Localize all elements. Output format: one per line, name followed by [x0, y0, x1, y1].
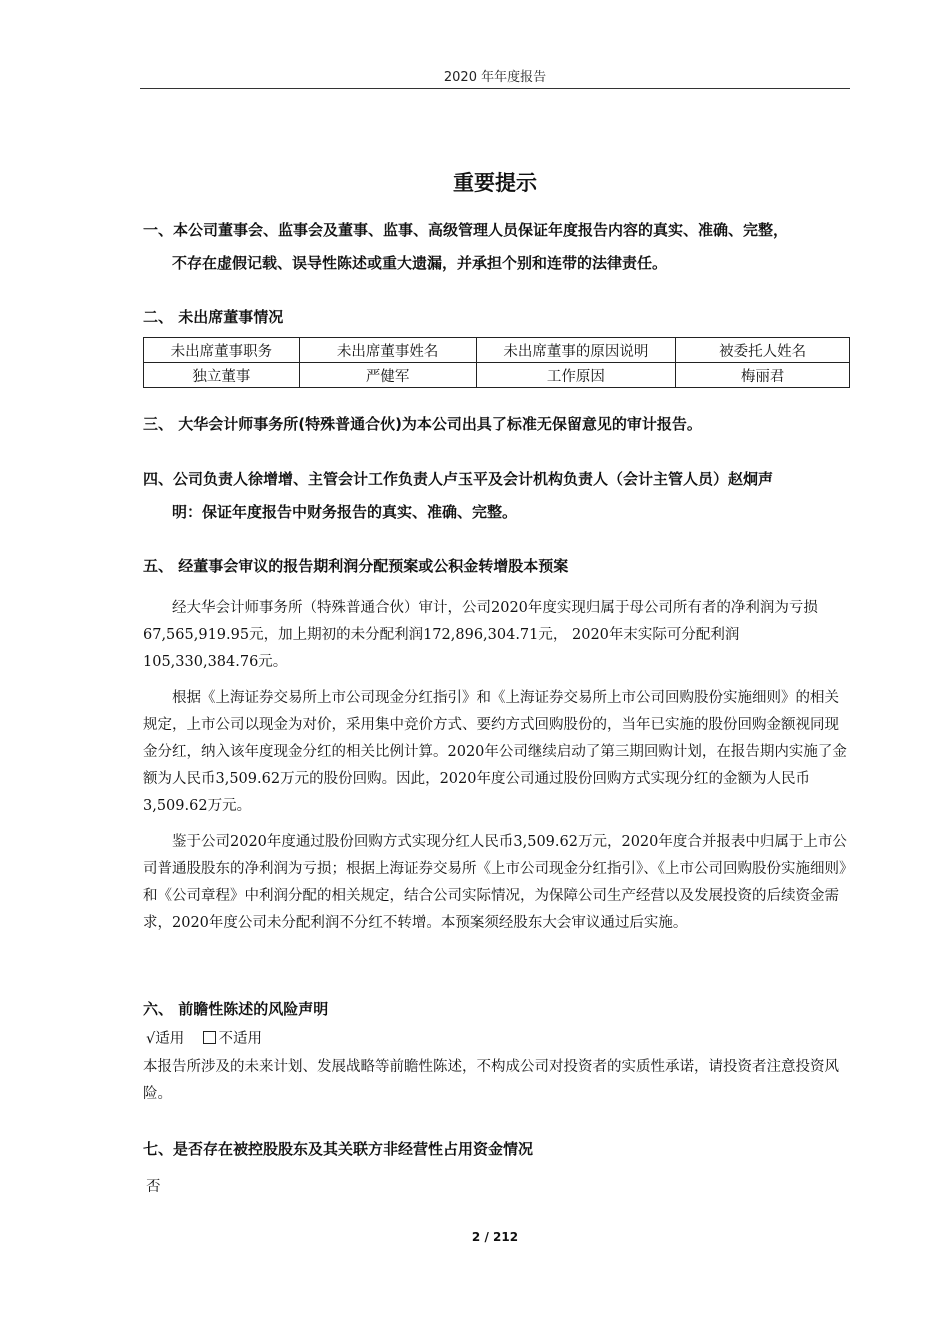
table-header-cell: 未出席董事姓名 — [299, 338, 476, 363]
section-6-text: 本报告所涉及的未来计划、发展战略等前瞻性陈述，不构成公司对投资者的实质性承诺，请投资者注意投资风险。 — [143, 1059, 839, 1102]
section-7-heading: 七、是否存在被控股股东及其关联方非经营性占用资金情况 — [143, 1140, 534, 1158]
page-title: 重要提示 — [453, 171, 537, 195]
section-6-heading: 六、 前瞻性陈述的风险声明 — [143, 1000, 329, 1018]
table-cell: 独立董事 — [144, 363, 300, 388]
table-row — [144, 363, 850, 388]
empty-checkbox-icon — [203, 1031, 216, 1044]
table-header-row — [144, 338, 850, 363]
section-5-heading: 五、 经董事会审议的报告期利润分配预案或公积金转增股本预案 — [143, 557, 569, 575]
section-4-line-1: 四、公司负责人徐增增、主管会计工作负责人卢玉平及会计机构负责人（会计主管人员）赵炯声 — [143, 470, 774, 488]
section-1-line-2: 不存在虚假记载、误导性陈述或重大遗漏，并承担个别和连带的法律责任。 — [172, 254, 668, 272]
report-header-title: 2020 年年度报告 — [443, 70, 547, 85]
header-divider — [140, 88, 850, 89]
section-3-text: 三、 大华会计师事务所(特殊普通合伙)为本公司出具了标准无保留意见的审计报告。 — [143, 415, 702, 433]
table-header-cell: 被委托人姓名 — [676, 338, 850, 363]
applicability-options — [146, 1026, 262, 1053]
table-header-cell: 未出席董事职务 — [144, 338, 300, 363]
section-4-line-2: 明：保证年度报告中财务报告的真实、准确、完整。 — [172, 503, 518, 521]
checkmark-icon: √ — [146, 1031, 156, 1047]
section-5-paragraph-1: 经大华会计师事务所（特殊普通合伙）审计，公司2020年度实现归属于母公司所有者的净利润为亏损67,565,919.95元，加上期初的未分配利润172,896,304.71元， 2020年末实际可分配利润105,330,384.76元。 — [143, 600, 818, 670]
section-7-answer: 否 — [146, 1179, 161, 1195]
table-cell: 梅丽君 — [676, 363, 850, 388]
table-cell: 工作原因 — [476, 363, 676, 388]
table-cell: 严健军 — [299, 363, 476, 388]
absent-directors-table — [143, 337, 850, 388]
table-header-cell: 未出席董事的原因说明 — [476, 338, 676, 363]
section-2-heading: 二、 未出席董事情况 — [143, 308, 284, 326]
section-5-paragraph-2: 根据《上海证券交易所上市公司现金分红指引》和《上海证券交易所上市公司回购股份实施细则》的相关规定，上市公司以现金为对价，采用集中竞价方式、要约方式回购股份的，当年已实施的股份回购金额视同现金分红，纳入该年度现金分红的相关比例计算。2020年公司继续启动了第三期回购计划，在报告期内实施了金额为人民币3,509.62万元的股份回购。因此，2020年度公司通过股份回购方式实现分红的金额为人民币3,509.62万元。 — [143, 690, 847, 814]
section-1-line-1: 一、本公司董事会、监事会及董事、监事、高级管理人员保证年度报告内容的真实、准确、完整， — [143, 221, 789, 239]
page-number: 2 / 212 — [471, 1230, 519, 1244]
section-5-paragraph-3: 鉴于公司2020年度通过股份回购方式实现分红人民币3,509.62万元，2020年度合并报表中归属于上市公司普通股股东的净利润为亏损；根据上海证券交易所《上市公司现金分红指引》、《上市公司回购股份实施细则》和《公司章程》中利润分配的相关规定，结合公司实际情况，为保障公司生产经营以及发展投资的后续资金需求，2020年度公司未分配利润不分红不转增。本预案须经股东大会审议通过后实施。 — [143, 834, 847, 931]
not-applicable-label: 不适用 — [218, 1031, 262, 1047]
applicable-label: 适用 — [155, 1031, 185, 1047]
